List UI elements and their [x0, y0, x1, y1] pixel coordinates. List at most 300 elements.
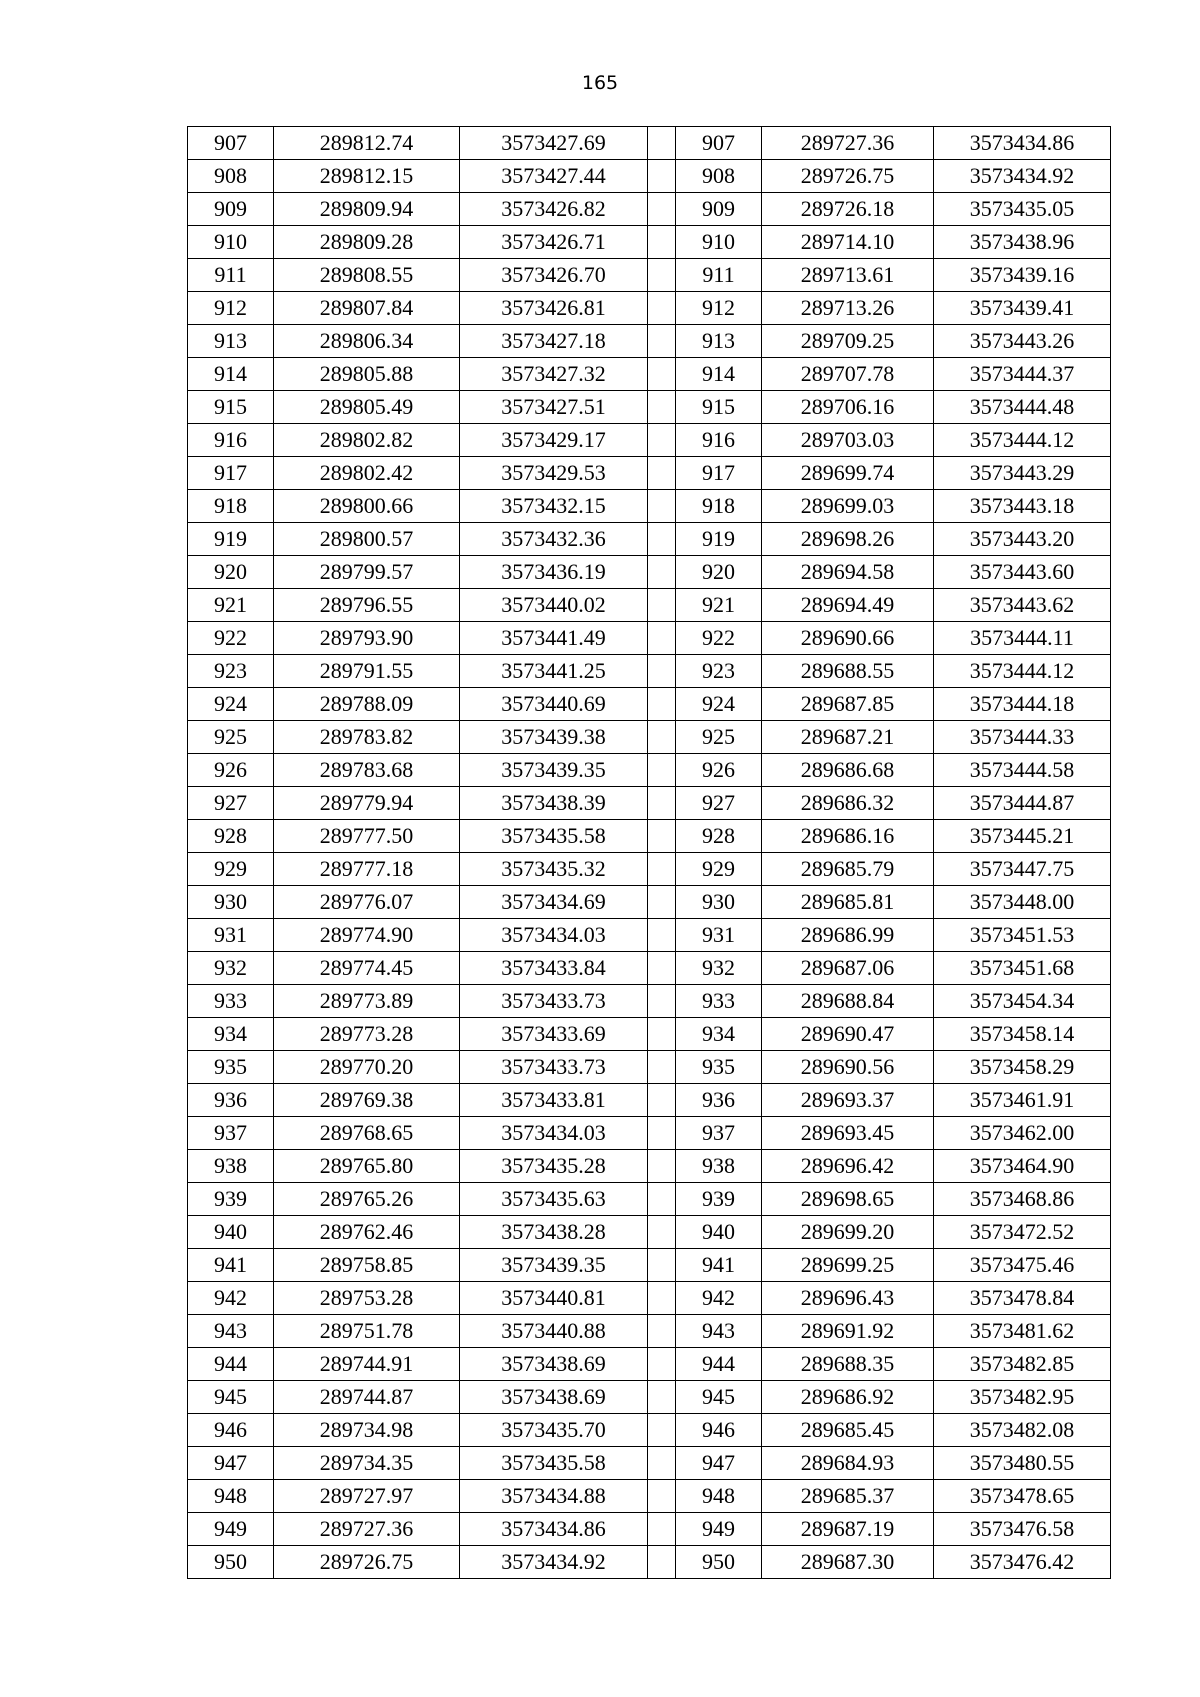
left-x-coordinate-cell: 289773.89	[274, 985, 460, 1018]
right-y-coordinate-cell: 3573482.85	[934, 1348, 1111, 1381]
left-x-coordinate-cell: 289783.68	[274, 754, 460, 787]
table-row	[188, 490, 1111, 523]
right-y-coordinate-cell: 3573478.84	[934, 1282, 1111, 1315]
right-y-coordinate-cell: 3573444.33	[934, 721, 1111, 754]
right-x-coordinate-cell: 289690.47	[762, 1018, 934, 1051]
left-point-number-cell: 922	[188, 622, 274, 655]
left-y-coordinate-cell: 3573434.03	[460, 1117, 648, 1150]
right-y-coordinate-cell: 3573447.75	[934, 853, 1111, 886]
left-x-coordinate-cell: 289812.15	[274, 160, 460, 193]
right-y-coordinate-cell: 3573451.53	[934, 919, 1111, 952]
separator-cell	[648, 226, 676, 259]
left-x-coordinate-cell: 289765.26	[274, 1183, 460, 1216]
left-y-coordinate-cell: 3573433.84	[460, 952, 648, 985]
right-point-number-cell: 943	[676, 1315, 762, 1348]
separator-cell	[648, 655, 676, 688]
right-y-coordinate-cell: 3573464.90	[934, 1150, 1111, 1183]
right-y-coordinate-cell: 3573444.12	[934, 655, 1111, 688]
table-row	[188, 127, 1111, 160]
right-x-coordinate-cell: 289691.92	[762, 1315, 934, 1348]
right-y-coordinate-cell: 3573438.96	[934, 226, 1111, 259]
right-y-coordinate-cell: 3573454.34	[934, 985, 1111, 1018]
left-y-coordinate-cell: 3573435.58	[460, 820, 648, 853]
right-x-coordinate-cell: 289696.42	[762, 1150, 934, 1183]
left-y-coordinate-cell: 3573434.03	[460, 919, 648, 952]
right-point-number-cell: 938	[676, 1150, 762, 1183]
separator-cell	[648, 391, 676, 424]
table-row	[188, 655, 1111, 688]
table-row	[188, 754, 1111, 787]
separator-cell	[648, 1249, 676, 1282]
left-point-number-cell: 929	[188, 853, 274, 886]
right-y-coordinate-cell: 3573434.86	[934, 127, 1111, 160]
left-point-number-cell: 925	[188, 721, 274, 754]
left-x-coordinate-cell: 289812.74	[274, 127, 460, 160]
separator-cell	[648, 490, 676, 523]
right-y-coordinate-cell: 3573443.26	[934, 325, 1111, 358]
right-x-coordinate-cell: 289696.43	[762, 1282, 934, 1315]
left-point-number-cell: 935	[188, 1051, 274, 1084]
left-point-number-cell: 931	[188, 919, 274, 952]
left-x-coordinate-cell: 289774.45	[274, 952, 460, 985]
right-x-coordinate-cell: 289687.85	[762, 688, 934, 721]
right-y-coordinate-cell: 3573475.46	[934, 1249, 1111, 1282]
left-x-coordinate-cell: 289800.66	[274, 490, 460, 523]
coordinates-table	[187, 126, 1111, 1579]
right-y-coordinate-cell: 3573462.00	[934, 1117, 1111, 1150]
left-point-number-cell: 923	[188, 655, 274, 688]
right-x-coordinate-cell: 289686.68	[762, 754, 934, 787]
right-x-coordinate-cell: 289685.81	[762, 886, 934, 919]
right-y-coordinate-cell: 3573461.91	[934, 1084, 1111, 1117]
left-point-number-cell: 946	[188, 1414, 274, 1447]
separator-cell	[648, 1216, 676, 1249]
separator-cell	[648, 787, 676, 820]
right-point-number-cell: 940	[676, 1216, 762, 1249]
right-point-number-cell: 917	[676, 457, 762, 490]
left-x-coordinate-cell: 289726.75	[274, 1546, 460, 1579]
right-x-coordinate-cell: 289727.36	[762, 127, 934, 160]
separator-cell	[648, 1084, 676, 1117]
left-point-number-cell: 927	[188, 787, 274, 820]
right-y-coordinate-cell: 3573472.52	[934, 1216, 1111, 1249]
left-x-coordinate-cell: 289783.82	[274, 721, 460, 754]
right-point-number-cell: 936	[676, 1084, 762, 1117]
left-point-number-cell: 926	[188, 754, 274, 787]
left-point-number-cell: 916	[188, 424, 274, 457]
separator-cell	[648, 853, 676, 886]
left-y-coordinate-cell: 3573438.39	[460, 787, 648, 820]
left-point-number-cell: 912	[188, 292, 274, 325]
right-point-number-cell: 941	[676, 1249, 762, 1282]
separator-cell	[648, 688, 676, 721]
separator-cell	[648, 1447, 676, 1480]
left-x-coordinate-cell: 289777.50	[274, 820, 460, 853]
left-point-number-cell: 933	[188, 985, 274, 1018]
table-row	[188, 1546, 1111, 1579]
right-point-number-cell: 933	[676, 985, 762, 1018]
left-point-number-cell: 911	[188, 259, 274, 292]
coordinates-table-body	[188, 127, 1111, 1579]
right-x-coordinate-cell: 289707.78	[762, 358, 934, 391]
left-y-coordinate-cell: 3573439.38	[460, 721, 648, 754]
left-x-coordinate-cell: 289744.87	[274, 1381, 460, 1414]
table-row	[188, 886, 1111, 919]
separator-cell	[648, 1546, 676, 1579]
left-y-coordinate-cell: 3573427.32	[460, 358, 648, 391]
right-x-coordinate-cell: 289694.49	[762, 589, 934, 622]
left-point-number-cell: 919	[188, 523, 274, 556]
right-point-number-cell: 935	[676, 1051, 762, 1084]
right-y-coordinate-cell: 3573435.05	[934, 193, 1111, 226]
right-point-number-cell: 926	[676, 754, 762, 787]
left-y-coordinate-cell: 3573432.15	[460, 490, 648, 523]
separator-cell	[648, 292, 676, 325]
left-point-number-cell: 917	[188, 457, 274, 490]
right-x-coordinate-cell: 289686.32	[762, 787, 934, 820]
right-point-number-cell: 913	[676, 325, 762, 358]
right-point-number-cell: 928	[676, 820, 762, 853]
left-point-number-cell: 938	[188, 1150, 274, 1183]
left-y-coordinate-cell: 3573440.88	[460, 1315, 648, 1348]
right-x-coordinate-cell: 289685.45	[762, 1414, 934, 1447]
table-row	[188, 721, 1111, 754]
right-x-coordinate-cell: 289686.92	[762, 1381, 934, 1414]
separator-cell	[648, 985, 676, 1018]
left-x-coordinate-cell: 289799.57	[274, 556, 460, 589]
right-x-coordinate-cell: 289714.10	[762, 226, 934, 259]
left-x-coordinate-cell: 289809.28	[274, 226, 460, 259]
table-row	[188, 1249, 1111, 1282]
right-x-coordinate-cell: 289687.06	[762, 952, 934, 985]
right-x-coordinate-cell: 289686.16	[762, 820, 934, 853]
left-y-coordinate-cell: 3573426.70	[460, 259, 648, 292]
table-row	[188, 985, 1111, 1018]
left-y-coordinate-cell: 3573438.69	[460, 1381, 648, 1414]
left-y-coordinate-cell: 3573434.69	[460, 886, 648, 919]
right-point-number-cell: 945	[676, 1381, 762, 1414]
left-y-coordinate-cell: 3573427.69	[460, 127, 648, 160]
table-row	[188, 325, 1111, 358]
right-point-number-cell: 925	[676, 721, 762, 754]
table-row	[188, 391, 1111, 424]
left-point-number-cell: 928	[188, 820, 274, 853]
left-y-coordinate-cell: 3573433.73	[460, 985, 648, 1018]
table-row	[188, 523, 1111, 556]
left-y-coordinate-cell: 3573434.86	[460, 1513, 648, 1546]
right-y-coordinate-cell: 3573444.12	[934, 424, 1111, 457]
separator-cell	[648, 820, 676, 853]
left-x-coordinate-cell: 289751.78	[274, 1315, 460, 1348]
right-y-coordinate-cell: 3573476.58	[934, 1513, 1111, 1546]
left-y-coordinate-cell: 3573432.36	[460, 523, 648, 556]
separator-cell	[648, 1348, 676, 1381]
table-row	[188, 193, 1111, 226]
table-row	[188, 787, 1111, 820]
left-x-coordinate-cell: 289808.55	[274, 259, 460, 292]
right-point-number-cell: 921	[676, 589, 762, 622]
separator-cell	[648, 556, 676, 589]
separator-cell	[648, 1381, 676, 1414]
left-x-coordinate-cell: 289788.09	[274, 688, 460, 721]
right-x-coordinate-cell: 289703.03	[762, 424, 934, 457]
left-y-coordinate-cell: 3573436.19	[460, 556, 648, 589]
right-x-coordinate-cell: 289709.25	[762, 325, 934, 358]
left-point-number-cell: 918	[188, 490, 274, 523]
right-y-coordinate-cell: 3573443.29	[934, 457, 1111, 490]
left-point-number-cell: 948	[188, 1480, 274, 1513]
separator-cell	[648, 754, 676, 787]
left-y-coordinate-cell: 3573440.81	[460, 1282, 648, 1315]
right-x-coordinate-cell: 289687.21	[762, 721, 934, 754]
left-x-coordinate-cell: 289753.28	[274, 1282, 460, 1315]
left-y-coordinate-cell: 3573435.58	[460, 1447, 648, 1480]
right-x-coordinate-cell: 289699.03	[762, 490, 934, 523]
right-point-number-cell: 949	[676, 1513, 762, 1546]
separator-cell	[648, 424, 676, 457]
left-x-coordinate-cell: 289758.85	[274, 1249, 460, 1282]
left-y-coordinate-cell: 3573435.70	[460, 1414, 648, 1447]
right-x-coordinate-cell: 289690.66	[762, 622, 934, 655]
table-row	[188, 1117, 1111, 1150]
table-row	[188, 952, 1111, 985]
right-x-coordinate-cell: 289699.25	[762, 1249, 934, 1282]
right-point-number-cell: 908	[676, 160, 762, 193]
table-row	[188, 820, 1111, 853]
left-y-coordinate-cell: 3573429.17	[460, 424, 648, 457]
left-point-number-cell: 944	[188, 1348, 274, 1381]
right-y-coordinate-cell: 3573444.48	[934, 391, 1111, 424]
separator-cell	[648, 622, 676, 655]
right-x-coordinate-cell: 289726.18	[762, 193, 934, 226]
right-point-number-cell: 939	[676, 1183, 762, 1216]
right-point-number-cell: 915	[676, 391, 762, 424]
left-point-number-cell: 939	[188, 1183, 274, 1216]
right-y-coordinate-cell: 3573434.92	[934, 160, 1111, 193]
right-y-coordinate-cell: 3573481.62	[934, 1315, 1111, 1348]
left-x-coordinate-cell: 289774.90	[274, 919, 460, 952]
left-x-coordinate-cell: 289806.34	[274, 325, 460, 358]
right-y-coordinate-cell: 3573444.18	[934, 688, 1111, 721]
left-point-number-cell: 950	[188, 1546, 274, 1579]
left-y-coordinate-cell: 3573438.69	[460, 1348, 648, 1381]
right-y-coordinate-cell: 3573439.16	[934, 259, 1111, 292]
left-point-number-cell: 945	[188, 1381, 274, 1414]
left-y-coordinate-cell: 3573433.69	[460, 1018, 648, 1051]
right-y-coordinate-cell: 3573444.87	[934, 787, 1111, 820]
right-point-number-cell: 911	[676, 259, 762, 292]
right-x-coordinate-cell: 289688.55	[762, 655, 934, 688]
right-x-coordinate-cell: 289713.26	[762, 292, 934, 325]
left-y-coordinate-cell: 3573434.88	[460, 1480, 648, 1513]
table-row	[188, 358, 1111, 391]
left-point-number-cell: 913	[188, 325, 274, 358]
separator-cell	[648, 1513, 676, 1546]
right-y-coordinate-cell: 3573458.29	[934, 1051, 1111, 1084]
table-row	[188, 556, 1111, 589]
left-x-coordinate-cell: 289802.42	[274, 457, 460, 490]
table-row	[188, 919, 1111, 952]
separator-cell	[648, 721, 676, 754]
left-point-number-cell: 924	[188, 688, 274, 721]
right-y-coordinate-cell: 3573443.20	[934, 523, 1111, 556]
separator-cell	[648, 160, 676, 193]
right-x-coordinate-cell: 289698.65	[762, 1183, 934, 1216]
separator-cell	[648, 1414, 676, 1447]
left-x-coordinate-cell: 289796.55	[274, 589, 460, 622]
left-point-number-cell: 943	[188, 1315, 274, 1348]
right-point-number-cell: 942	[676, 1282, 762, 1315]
right-y-coordinate-cell: 3573480.55	[934, 1447, 1111, 1480]
left-x-coordinate-cell: 289773.28	[274, 1018, 460, 1051]
right-point-number-cell: 910	[676, 226, 762, 259]
right-point-number-cell: 934	[676, 1018, 762, 1051]
table-row	[188, 1447, 1111, 1480]
right-y-coordinate-cell: 3573478.65	[934, 1480, 1111, 1513]
table-row	[188, 1414, 1111, 1447]
left-point-number-cell: 934	[188, 1018, 274, 1051]
right-point-number-cell: 918	[676, 490, 762, 523]
left-x-coordinate-cell: 289800.57	[274, 523, 460, 556]
right-point-number-cell: 907	[676, 127, 762, 160]
separator-cell	[648, 457, 676, 490]
table-row	[188, 1282, 1111, 1315]
left-x-coordinate-cell: 289734.35	[274, 1447, 460, 1480]
left-y-coordinate-cell: 3573440.69	[460, 688, 648, 721]
left-y-coordinate-cell: 3573427.44	[460, 160, 648, 193]
right-point-number-cell: 927	[676, 787, 762, 820]
table-row	[188, 1315, 1111, 1348]
right-point-number-cell: 944	[676, 1348, 762, 1381]
right-point-number-cell: 947	[676, 1447, 762, 1480]
right-x-coordinate-cell: 289687.30	[762, 1546, 934, 1579]
right-x-coordinate-cell: 289726.75	[762, 160, 934, 193]
right-point-number-cell: 914	[676, 358, 762, 391]
right-y-coordinate-cell: 3573451.68	[934, 952, 1111, 985]
left-x-coordinate-cell: 289769.38	[274, 1084, 460, 1117]
right-y-coordinate-cell: 3573468.86	[934, 1183, 1111, 1216]
left-y-coordinate-cell: 3573434.92	[460, 1546, 648, 1579]
right-x-coordinate-cell: 289699.74	[762, 457, 934, 490]
left-x-coordinate-cell: 289779.94	[274, 787, 460, 820]
right-x-coordinate-cell: 289685.37	[762, 1480, 934, 1513]
left-x-coordinate-cell: 289776.07	[274, 886, 460, 919]
right-point-number-cell: 930	[676, 886, 762, 919]
right-y-coordinate-cell: 3573443.18	[934, 490, 1111, 523]
separator-cell	[648, 886, 676, 919]
right-x-coordinate-cell: 289688.35	[762, 1348, 934, 1381]
left-x-coordinate-cell: 289768.65	[274, 1117, 460, 1150]
left-x-coordinate-cell: 289809.94	[274, 193, 460, 226]
table-row	[188, 1084, 1111, 1117]
right-y-coordinate-cell: 3573482.95	[934, 1381, 1111, 1414]
table-row	[188, 622, 1111, 655]
separator-cell	[648, 259, 676, 292]
right-point-number-cell: 923	[676, 655, 762, 688]
left-point-number-cell: 920	[188, 556, 274, 589]
left-point-number-cell: 940	[188, 1216, 274, 1249]
right-y-coordinate-cell: 3573444.37	[934, 358, 1111, 391]
table-row	[188, 589, 1111, 622]
right-point-number-cell: 946	[676, 1414, 762, 1447]
table-row	[188, 259, 1111, 292]
table-row	[188, 1150, 1111, 1183]
right-x-coordinate-cell: 289699.20	[762, 1216, 934, 1249]
separator-cell	[648, 1051, 676, 1084]
left-x-coordinate-cell: 289734.98	[274, 1414, 460, 1447]
page-number: 165	[581, 72, 619, 94]
right-point-number-cell: 919	[676, 523, 762, 556]
right-y-coordinate-cell: 3573445.21	[934, 820, 1111, 853]
table-row	[188, 226, 1111, 259]
left-y-coordinate-cell: 3573426.81	[460, 292, 648, 325]
separator-cell	[648, 193, 676, 226]
separator-cell	[648, 325, 676, 358]
left-y-coordinate-cell: 3573441.49	[460, 622, 648, 655]
left-x-coordinate-cell: 289807.84	[274, 292, 460, 325]
left-y-coordinate-cell: 3573439.35	[460, 1249, 648, 1282]
right-x-coordinate-cell: 289693.37	[762, 1084, 934, 1117]
separator-cell	[648, 952, 676, 985]
right-point-number-cell: 909	[676, 193, 762, 226]
left-point-number-cell: 930	[188, 886, 274, 919]
left-x-coordinate-cell: 289744.91	[274, 1348, 460, 1381]
left-y-coordinate-cell: 3573433.73	[460, 1051, 648, 1084]
left-x-coordinate-cell: 289727.36	[274, 1513, 460, 1546]
left-point-number-cell: 932	[188, 952, 274, 985]
right-point-number-cell: 937	[676, 1117, 762, 1150]
right-y-coordinate-cell: 3573482.08	[934, 1414, 1111, 1447]
left-x-coordinate-cell: 289793.90	[274, 622, 460, 655]
separator-cell	[648, 1117, 676, 1150]
separator-cell	[648, 127, 676, 160]
table-row	[188, 1018, 1111, 1051]
right-x-coordinate-cell: 289687.19	[762, 1513, 934, 1546]
left-point-number-cell: 949	[188, 1513, 274, 1546]
left-x-coordinate-cell: 289805.88	[274, 358, 460, 391]
right-x-coordinate-cell: 289713.61	[762, 259, 934, 292]
table-row	[188, 1348, 1111, 1381]
left-x-coordinate-cell: 289762.46	[274, 1216, 460, 1249]
right-point-number-cell: 948	[676, 1480, 762, 1513]
right-y-coordinate-cell: 3573458.14	[934, 1018, 1111, 1051]
left-point-number-cell: 909	[188, 193, 274, 226]
left-y-coordinate-cell: 3573438.28	[460, 1216, 648, 1249]
left-point-number-cell: 947	[188, 1447, 274, 1480]
right-y-coordinate-cell: 3573444.58	[934, 754, 1111, 787]
right-y-coordinate-cell: 3573476.42	[934, 1546, 1111, 1579]
table-row	[188, 1216, 1111, 1249]
table-row	[188, 160, 1111, 193]
separator-cell	[648, 1150, 676, 1183]
separator-cell	[648, 589, 676, 622]
left-point-number-cell: 921	[188, 589, 274, 622]
table-row	[188, 688, 1111, 721]
left-point-number-cell: 908	[188, 160, 274, 193]
left-x-coordinate-cell: 289802.82	[274, 424, 460, 457]
right-y-coordinate-cell: 3573443.62	[934, 589, 1111, 622]
left-point-number-cell: 914	[188, 358, 274, 391]
separator-cell	[648, 523, 676, 556]
left-y-coordinate-cell: 3573435.63	[460, 1183, 648, 1216]
table-row	[188, 1513, 1111, 1546]
left-x-coordinate-cell: 289727.97	[274, 1480, 460, 1513]
right-point-number-cell: 924	[676, 688, 762, 721]
right-point-number-cell: 932	[676, 952, 762, 985]
right-x-coordinate-cell: 289685.79	[762, 853, 934, 886]
table-row	[188, 1051, 1111, 1084]
left-y-coordinate-cell: 3573439.35	[460, 754, 648, 787]
